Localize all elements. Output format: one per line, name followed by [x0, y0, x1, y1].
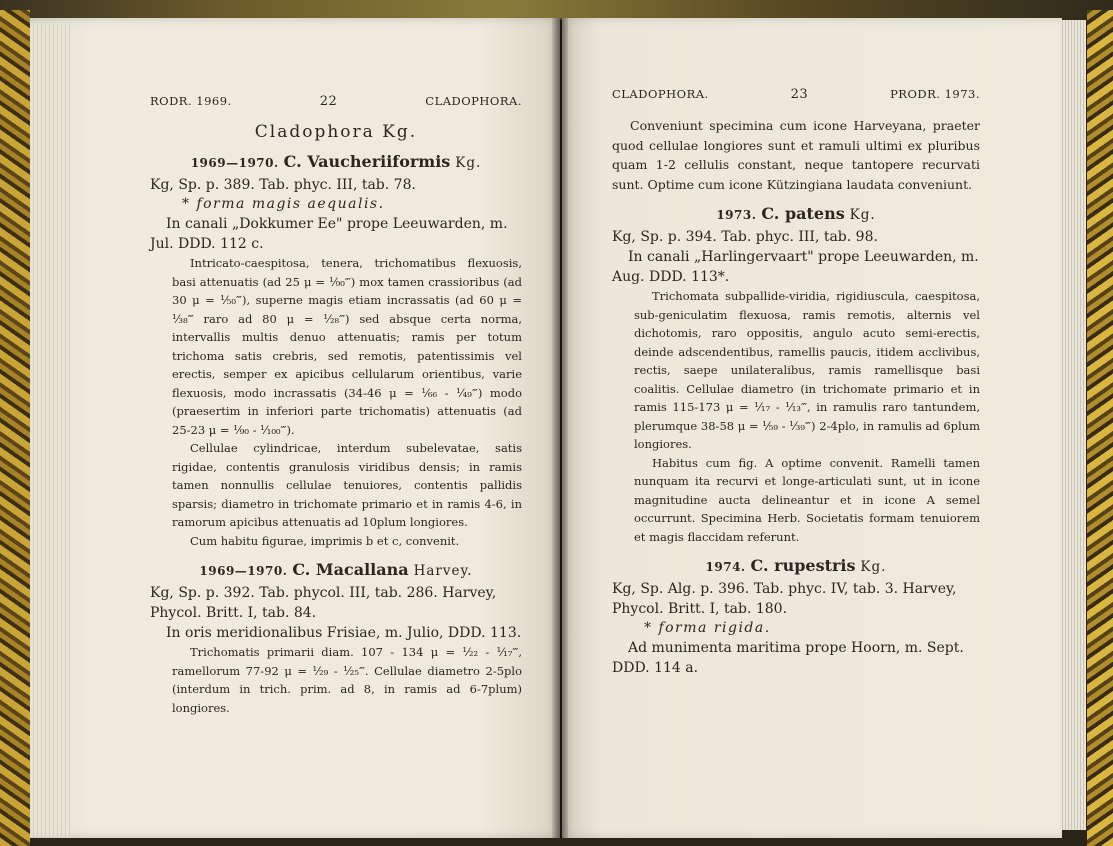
- left-page-text: [150, 92, 522, 717]
- species-number: 1969—1970.: [199, 564, 288, 578]
- page-number-23: 23: [790, 87, 809, 102]
- species-description: Trichomata subpallide-viridia, rigidiuscula, caespitosa, sub-geniculatim flexuosa, ramis remotis, alternis vel dichotomis, raro oppositis, angulo acuto semi-erectis, deinde adscendentibus, ramellis paucis, itidem acclivibus, rectis, saepe unilateralibus, ramis ramellisque basi coalitis. Cellulae diametro (in trichomate primario et in ramis 115-173 μ = ¹⁄₁₇ - ¹⁄₁₃‴, in ramulis raro tantundem, plerumque 38-58 μ = ¹⁄₅₉ - ¹⁄₃₉‴) 2-4plo, in ramulis ad 6plum longiores.: [634, 289, 980, 451]
- species-heading: [612, 556, 980, 577]
- species-author: Kg.: [455, 155, 482, 171]
- species-description: Trichomatis primarii diam. 107 - 134 μ = ¹⁄₂₂ - ¹⁄₁₇‴, ramellorum 77-92 μ = ¹⁄₂₉ - ¹⁄₂₅‴. Cellulae diametro 2-5plo (interdum in trich. prim. ad 8, in ramis ad 6-7plum) longiores.: [172, 645, 522, 715]
- species-author: Harvey.: [413, 563, 473, 579]
- species-reference: Kg, Sp. p. 389. Tab. phyc. III, tab. 78.: [150, 177, 416, 193]
- right-page-edges: [1060, 20, 1086, 830]
- species-name: C. Macallana: [292, 560, 409, 579]
- left-page-edges: [30, 25, 70, 837]
- species-number: 1974.: [705, 560, 746, 574]
- species-locality: Ad munimenta maritima prope Hoorn, m. Sept. DDD. 114 a.: [612, 640, 964, 676]
- species-author: Kg.: [860, 559, 887, 575]
- right-page-text: [612, 85, 980, 678]
- species-description: Habitus cum fig. A optime convenit. Ramelli tamen nunquam ita recurvi et longe-articulati sunt, ut in icone magnitudine aucta delineantur et in icone A semel occurrunt. Specimina Herb. Societatis formam tenuiorem et magis flaccidam referunt.: [634, 455, 980, 544]
- book-gutter: [552, 18, 568, 838]
- species-description: Cellulae cylindricae, interdum subelevatae, satis rigidae, contentis granulosis viridibus densis; in ramis tamen nonnullis cellulae tenuiores, contentis pallidis sparsis; diametro in trichomate primario et in ramis 4-6, in ramorum apicibus attenuatis ad 10plum longiores.: [172, 441, 522, 529]
- marbled-cover-left: [0, 10, 30, 846]
- species-author: Kg.: [849, 207, 876, 223]
- species-heading: [612, 204, 980, 225]
- species-number: 1969—1970.: [190, 156, 279, 170]
- running-head-left-label: RODR. 1969.: [150, 94, 232, 108]
- species-forma: * forma magis aequalis.: [182, 196, 385, 212]
- species-locality: In canali „Dokkumer Ee" prope Leeuwarden, m. Jul. DDD. 112 c.: [150, 216, 508, 252]
- running-head-right-label: CLADOPHORA.: [425, 94, 522, 108]
- species-name: C. Vaucheriiformis: [283, 152, 451, 171]
- species-reference: Kg, Sp. p. 394. Tab. phyc. III, tab. 98.: [612, 229, 878, 245]
- species-locality: In canali „Harlingervaart" prope Leeuwarden, m. Aug. DDD. 113*.: [612, 249, 979, 285]
- intro-paragraph: Conveniunt specimina cum icone Harveyana, praeter quod cellulae longiores sunt et ramuli ultimi ex pluribus quam 1-2 cellulis constant, neque tantopere recurvati sunt. Optime cum icone Kützingiana laudata conveniunt.: [612, 118, 980, 192]
- species-locality: In oris meridionalibus Frisiae, m. Julio, DDD. 113.: [166, 625, 522, 641]
- species-heading: [150, 560, 522, 581]
- species-forma: * forma rigida.: [644, 620, 771, 636]
- genus-title: Cladophora Kg.: [254, 122, 418, 142]
- species-reference: Kg, Sp. Alg. p. 396. Tab. phyc. IV, tab. 3. Harvey, Phycol. Britt. I, tab. 180.: [612, 581, 957, 617]
- species-number: 1973.: [716, 208, 757, 222]
- running-head-left-label: CLADOPHORA.: [612, 87, 709, 101]
- species-name: C. patens: [761, 204, 845, 223]
- species-description: Cum habitu figurae, imprimis b et c, convenit.: [190, 533, 460, 548]
- species-description: Intricato-caespitosa, tenera, trichomatibus flexuosis, basi attenuatis (ad 25 μ = ¹⁄₉₀‴) mox tamen crassioribus (ad 30 μ = ¹⁄₅₀‴), superne magis etiam incrassatis (ad 60 μ = ¹⁄₃₈‴ raro ad 80 μ = ¹⁄₂₈‴) sed absque certa norma, intervallis multis denuo attenuatis; ramis per totum trichoma satis crebris, sed remotis, patentissimis vel erectis, semper ex apicibus cellularum orientibus, varie flexuosis, modo incrassatis (34-46 μ = ¹⁄₆₆ - ¹⁄₄₉‴) modo (praesertim in inferiori parte trichomatis) attenuatis (ad 25-23 μ = ¹⁄₉₀ - ¹⁄₁₀₀‴).: [172, 256, 522, 437]
- species-name: C. rupestris: [750, 556, 856, 575]
- species-heading: [150, 152, 522, 173]
- marbled-cover-right: [1087, 10, 1113, 846]
- cover-board-top: [0, 0, 1113, 20]
- species-reference: Kg, Sp. p. 392. Tab. phycol. III, tab. 286. Harvey, Phycol. Britt. I, tab. 84.: [150, 585, 497, 621]
- running-head-left: [150, 92, 522, 111]
- running-head-right: [612, 85, 980, 104]
- page-number-22: 22: [319, 94, 338, 109]
- running-head-right-label: PRODR. 1973.: [890, 87, 980, 101]
